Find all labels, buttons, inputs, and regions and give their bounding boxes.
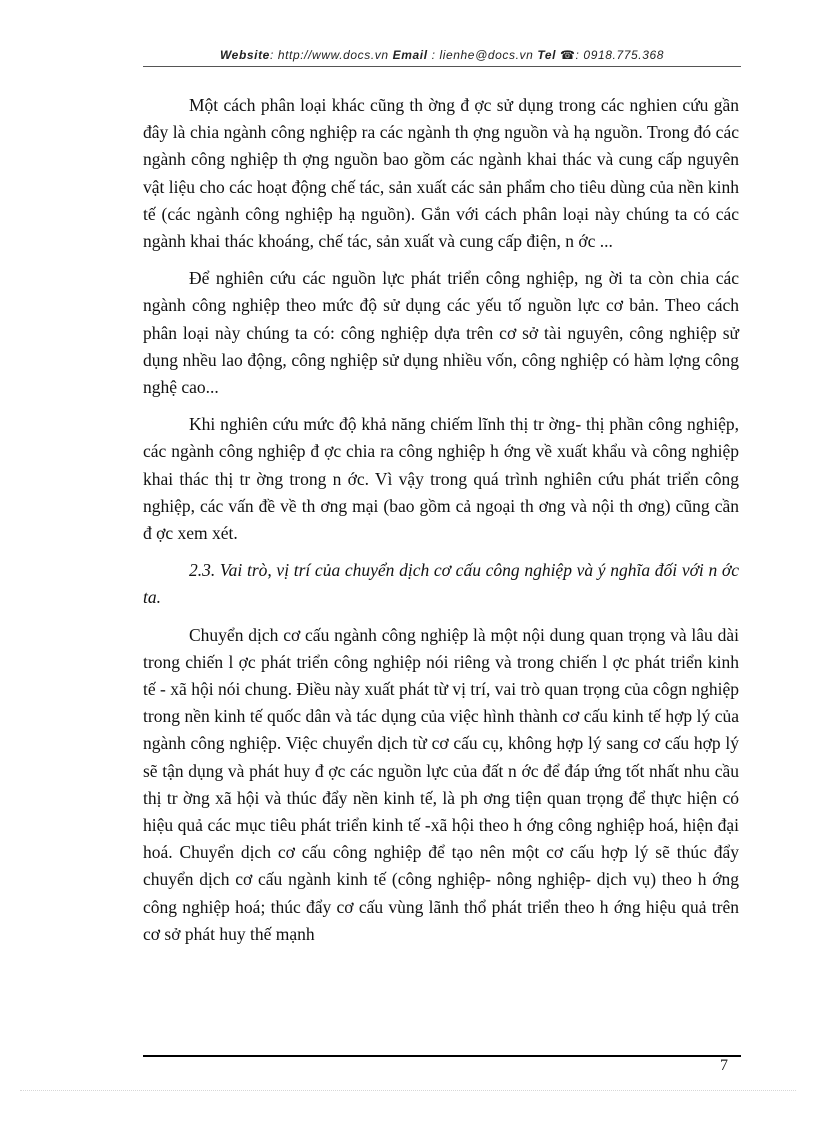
paragraph: Để nghiên cứu các nguồn lực phát triển công nghiệp, ng ời ta còn chia các ngành công nghiệp theo mức độ sử dụng các yếu tố nguồn lực cơ bản. Theo cách phân loại này chúng ta có: công nghiệp dựa trên cơ sở tài nguyên, công nghiệp sử dụng nhều lao động, công nghiệp sử dụng nhiều vốn, công nghiệp có hàm lợng công nghệ cao... bbox=[143, 268, 739, 398]
paragraph: Một cách phân loại khác cũng th ờng đ ợc sử dụng trong các nghien cứu gần đây là chia ngành công nghiệp ra các ngành th ợng nguồn và hạ nguồn. Trong đó các ngành công nghiệp th ợng nguồn bao gồm các ngành khai thác và cung cấp nguyên vật liệu cho các hoạt động chế tác, sản xuất các sản phẩm cho tiêu dùng của nền kinh tế (các ngành công nghiệp hạ nguồn). Gắn với cách phân loại này chúng ta có các ngành khai thác khoáng, chế tác, sản xuất và cung cấp điện, n ớc ... bbox=[143, 95, 739, 252]
email-value: : lienhe@docs.vn bbox=[427, 48, 538, 62]
website-label: Website bbox=[219, 48, 270, 62]
page-bottom-border bbox=[20, 1090, 796, 1091]
section-heading: 2.3. Vai trò, vị trí của chuyển dịch cơ cấu công nghiệp và ý nghĩa đối với n ớc ta. bbox=[143, 560, 739, 608]
website-value: : http://www.docs.vn bbox=[269, 48, 393, 62]
page-number: 7 bbox=[720, 1057, 728, 1074]
paragraph: Chuyển dịch cơ cấu ngành công nghiệp là một nội dung quan trọng và lâu dài trong chiến l ợc phát triển công nghiệp nói riêng và trong chiến l ợc phát triển kinh tế - xã hội nói chung. Điều này xuất phát từ vị trí, vai trò quan trọng của côgn nghiệp trong nền kinh tế quốc dân và tác dụng của việc hình thành cơ cấu kinh tế hợp lý của ngành công nghiệp. Việc chuyển dịch từ cơ cấu cụ, không hợp lý sang cơ cấu hợp lý sẽ tận dụng và phát huy đ ợc các nguồn lực của đất n ớc để đáp ứng tốt nhất nhu cầu thị tr ờng xã hội và thúc đẩy nền kinh tế, là ph ơng tiện quan trọng để thực hiện có hiệu quả các mục tiêu phát triển kinh tế -xã hội theo h ớng công nghiệp hoá, hiện đại hoá. Chuyển dịch cơ cấu công nghiệp để tạo nên một cơ cấu hợp lý sẽ thúc đẩy chuyển dịch cơ cấu ngành kinh tế (công nghiệp- nông nghiệp- dịch vụ) theo h ớng công nghiệp hoá; thúc đẩy cơ cấu vùng lãnh thổ phát triển theo h ớng hiệu quả trên cơ sở phát huy thế mạnh bbox=[143, 624, 739, 944]
phone-icon: ☎ bbox=[559, 48, 576, 62]
email-label: Email bbox=[392, 48, 428, 62]
tel-value: : 0918.775.368 bbox=[575, 48, 665, 62]
document-body bbox=[143, 92, 739, 958]
header-divider bbox=[143, 66, 741, 67]
paragraph: Khi nghiên cứu mức độ khả năng chiếm lĩnh thị tr ờng- thị phần công nghiệp, các ngành công nghiệp đ ợc chia ra công nghiệp h ớng về xuất khẩu và công nghiệp khai thác thị tr ờng trong n ớc. Vì vậy trong quá trình nghiên cứu phát triển công nghiệp, các vấn đề về th ơng mại (bao gồm cả ngoại th ơng và nội th ơng) cũng cần đ ợc xem xét. bbox=[143, 414, 739, 544]
page-header bbox=[143, 48, 741, 62]
footer-divider bbox=[143, 1055, 741, 1057]
tel-label: Tel bbox=[537, 48, 557, 62]
